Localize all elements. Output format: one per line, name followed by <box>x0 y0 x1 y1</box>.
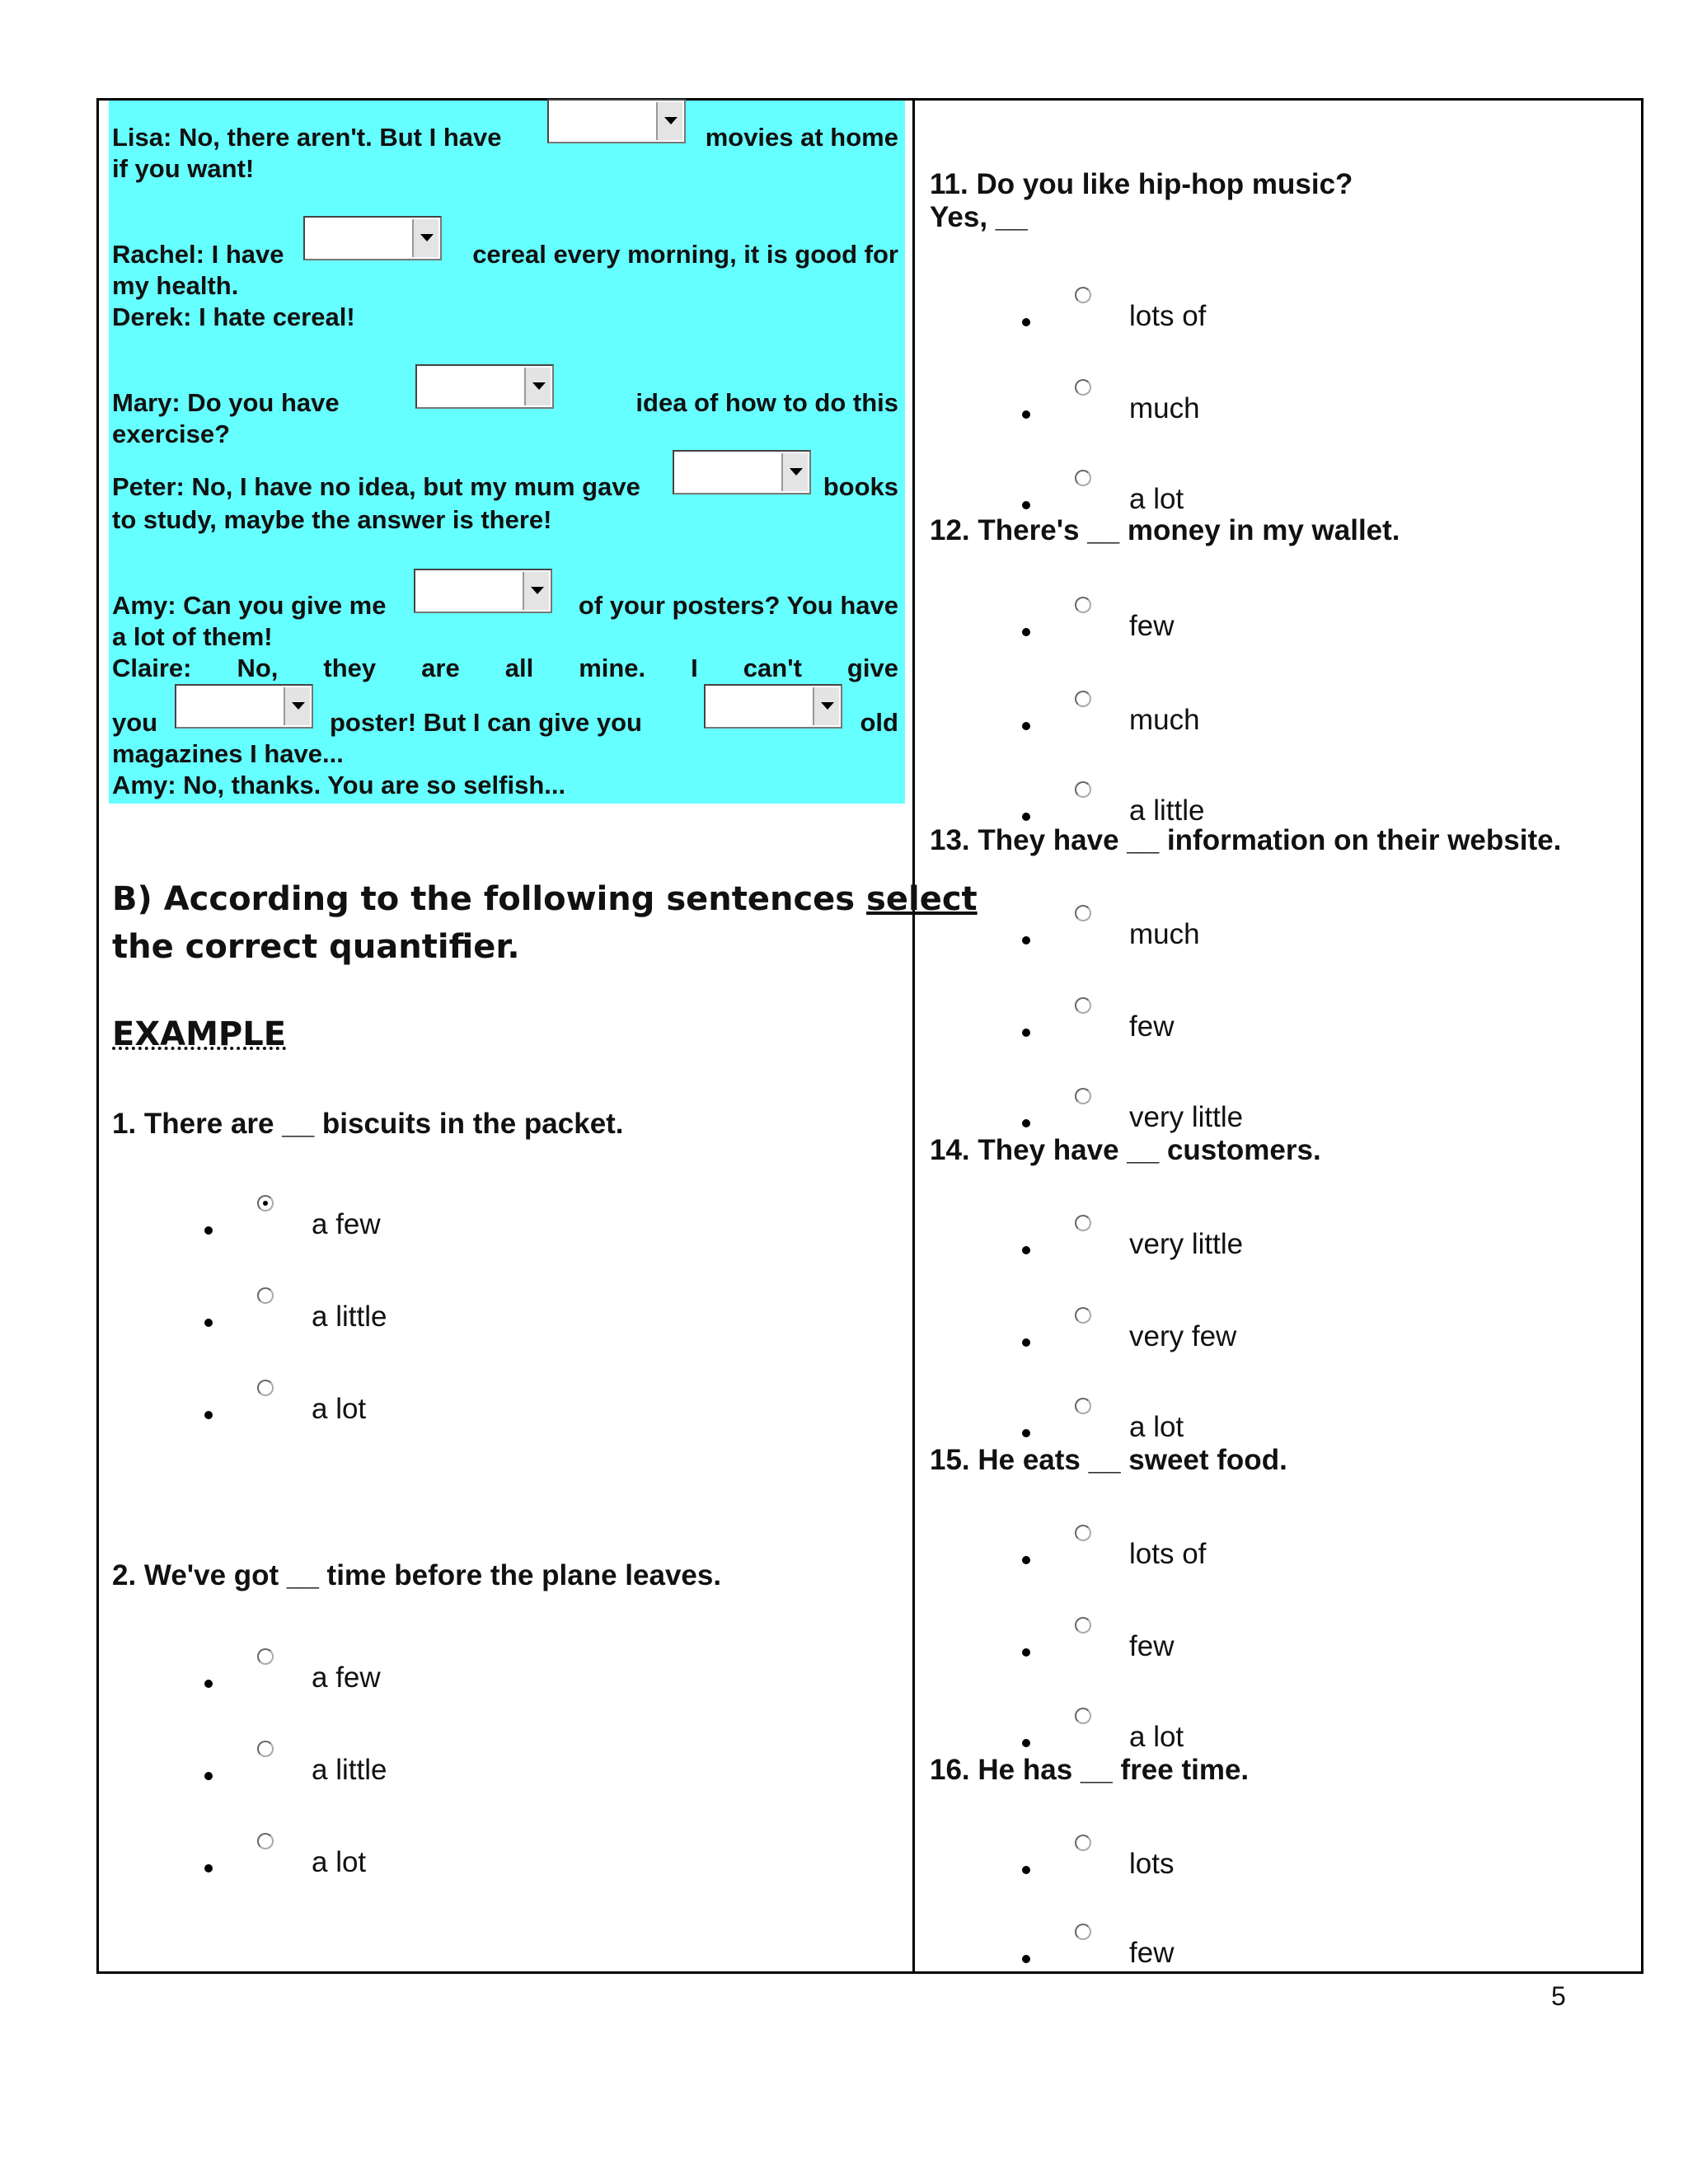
dropdown-7[interactable] <box>704 684 842 729</box>
dialog-line-2: if you want! <box>112 154 255 183</box>
radio-icon[interactable] <box>257 1380 274 1396</box>
question-11-answer-stem: Yes, __ <box>930 201 1028 233</box>
bullet-icon <box>204 1864 213 1872</box>
chevron-down-icon <box>284 687 310 725</box>
dialog-line-1: Lisa: No, there aren't. But I have movies at home <box>112 123 898 152</box>
dialog-line-12: Claire: No, they are all mine. I can't give <box>112 654 898 682</box>
radio-icon[interactable] <box>257 1741 274 1757</box>
bullet-icon <box>204 1226 213 1235</box>
radio-icon[interactable] <box>1075 1215 1091 1231</box>
question-13: 13. They have __ information on their website. <box>930 824 1562 856</box>
bullet-icon <box>1022 813 1030 821</box>
bullet-icon <box>1022 410 1030 419</box>
bullet-icon <box>1022 1739 1030 1747</box>
column-divider <box>912 98 915 1974</box>
dialog-line-10: Amy: Can you give me of your posters? You have <box>112 591 898 620</box>
bullet-icon <box>1022 628 1030 636</box>
chevron-down-icon <box>524 368 551 405</box>
radio-icon[interactable] <box>257 1833 274 1849</box>
question-11: 11. Do you like hip-hop music? <box>930 168 1353 200</box>
dialog-line-13: you poster! But I can give you old <box>112 708 898 737</box>
question-2: 2. We've got __ time before the plane leaves. <box>112 1559 722 1591</box>
radio-icon[interactable] <box>1075 1835 1091 1851</box>
dropdown-6[interactable] <box>175 684 313 729</box>
bullet-icon <box>1022 1119 1030 1127</box>
question-16: 16. He has __ free time. <box>930 1754 1250 1786</box>
bullet-icon <box>1022 1648 1030 1657</box>
chevron-down-icon <box>656 102 682 140</box>
bullet-icon <box>1022 1866 1030 1874</box>
radio-icon[interactable] <box>1075 597 1091 613</box>
chevron-down-icon <box>781 453 808 491</box>
bullet-icon <box>1022 1029 1030 1037</box>
dialog-line-6: Mary: Do you have idea of how to do this <box>112 388 898 417</box>
radio-icon[interactable] <box>1075 1924 1091 1940</box>
bullet-icon <box>204 1772 213 1780</box>
dropdown-1[interactable] <box>547 99 686 143</box>
bullet-icon <box>1022 501 1030 509</box>
bullet-icon <box>1022 1429 1030 1437</box>
chevron-down-icon <box>412 219 438 257</box>
bullet-icon <box>1022 1556 1030 1564</box>
radio-icon[interactable] <box>1075 1088 1091 1104</box>
radio-icon[interactable] <box>1075 1525 1091 1541</box>
section-b-heading-line2: the correct quantifier. <box>112 928 520 966</box>
radio-icon[interactable] <box>1075 997 1091 1014</box>
bullet-icon <box>1022 1955 1030 1963</box>
dropdown-4[interactable] <box>673 450 811 494</box>
question-15: 15. He eats __ sweet food. <box>930 1444 1287 1476</box>
radio-icon[interactable] <box>1075 1307 1091 1324</box>
dialog-line-9: to study, maybe the answer is there! <box>112 505 552 534</box>
bullet-icon <box>1022 1338 1030 1347</box>
section-b-heading: B) According to the following sentences select <box>112 880 978 918</box>
dialog-line-4: my health. <box>112 271 239 300</box>
example-label: EXAMPLE <box>112 1015 287 1053</box>
radio-icon[interactable] <box>1075 905 1091 921</box>
radio-icon[interactable] <box>1075 691 1091 707</box>
chevron-down-icon <box>523 572 549 610</box>
radio-icon[interactable] <box>1075 1617 1091 1633</box>
question-12: 12. There's __ money in my wallet. <box>930 514 1400 546</box>
radio-icon[interactable] <box>1075 379 1091 396</box>
dropdown-3[interactable] <box>415 364 554 409</box>
bullet-icon <box>1022 318 1030 326</box>
question-1: 1. There are __ biscuits in the packet. <box>112 1108 624 1140</box>
dialog-line-11: a lot of them! <box>112 622 273 651</box>
bullet-icon <box>204 1680 213 1688</box>
radio-icon[interactable] <box>1075 1398 1091 1414</box>
dropdown-2[interactable] <box>303 216 442 260</box>
page-number: 5 <box>1551 1981 1566 2011</box>
dialog-line-5: Derek: I hate cereal! <box>112 302 355 331</box>
radio-checked-icon[interactable] <box>257 1195 274 1212</box>
bullet-icon <box>204 1319 213 1327</box>
dialog-line-15: Amy: No, thanks. You are so selfish... <box>112 771 566 799</box>
question-14: 14. They have __ customers. <box>930 1134 1321 1166</box>
radio-icon[interactable] <box>1075 1708 1091 1724</box>
dropdown-5[interactable] <box>414 569 552 613</box>
dialog-line-7: exercise? <box>112 419 231 448</box>
chevron-down-icon <box>813 687 839 725</box>
bullet-icon <box>1022 936 1030 944</box>
bullet-icon <box>204 1411 213 1419</box>
radio-icon[interactable] <box>1075 781 1091 798</box>
radio-icon[interactable] <box>1075 287 1091 303</box>
radio-icon[interactable] <box>1075 470 1091 486</box>
bullet-icon <box>1022 1246 1030 1254</box>
bullet-icon <box>1022 722 1030 730</box>
radio-icon[interactable] <box>257 1648 274 1665</box>
dialog-line-8: Peter: No, I have no idea, but my mum gave books <box>112 472 898 501</box>
radio-icon[interactable] <box>257 1287 274 1304</box>
dialog-line-14: magazines I have... <box>112 739 344 768</box>
dialog-line-3: Rachel: I have cereal every morning, it is good for <box>112 240 898 269</box>
